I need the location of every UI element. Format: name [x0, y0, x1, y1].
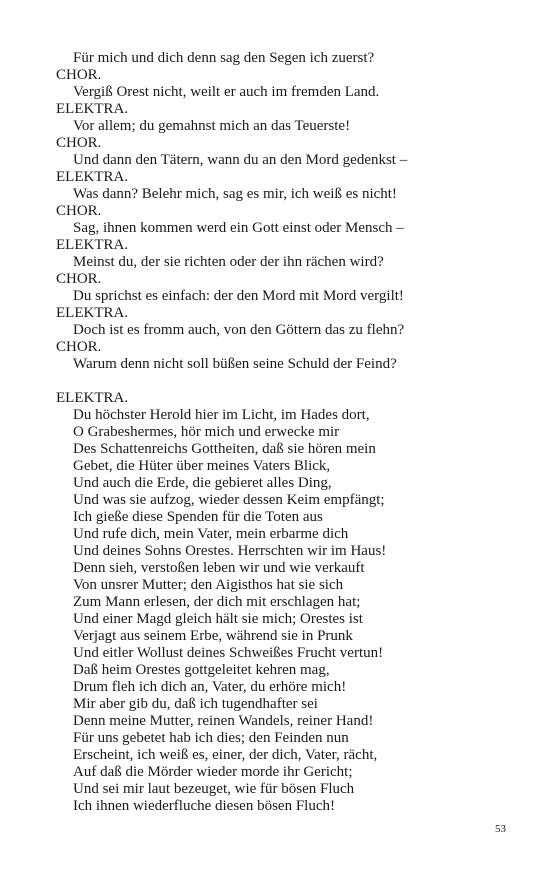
- speaker-name: ELEKTRA.: [56, 390, 129, 406]
- verse-line: Und was sie aufzog, wieder dessen Keim empfängt;: [73, 492, 385, 508]
- monologue-lines: [56, 407, 516, 815]
- verse-line: O Grabeshermes, hör mich und erwecke mir: [73, 424, 340, 440]
- monologue-block: [56, 390, 516, 815]
- verse-line: Des Schattenreichs Gottheiten, daß sie hören mein: [73, 441, 376, 457]
- verse-line: Gebet, die Hüter über meines Vaters Blick,: [73, 458, 331, 474]
- verse-line: Auf daß die Mörder wieder morde ihr Gericht;: [73, 764, 353, 780]
- verse-line: Denn meine Mutter, reinen Wandels, reiner Hand!: [73, 713, 374, 729]
- verse-line: Erscheint, ich weiß es, einer, der dich, Vater, rächt,: [73, 747, 378, 763]
- verse-line: Mir aber gib du, daß ich tugendhafter sei: [73, 696, 318, 712]
- verse-line: Du höchster Herold hier im Licht, im Hades dort,: [73, 407, 370, 423]
- page-text: [56, 50, 516, 815]
- verse-line: Denn sieh, verstoßen leben wir und wie verkauft: [73, 560, 365, 576]
- speaker-name: CHOR.: [56, 135, 102, 151]
- verse-line: Und dann den Tätern, wann du an den Mord gedenkst –: [73, 152, 408, 168]
- verse-line: Vergiß Orest nicht, weilt er auch im fremden Land.: [73, 84, 380, 100]
- verse-line: Zum Mann erlesen, der dich mit erschlagen hat;: [73, 594, 361, 610]
- verse-line: Und einer Magd gleich hält sie mich; Orestes ist: [73, 611, 363, 627]
- verse-line: Daß heim Orestes gottgeleitet kehren mag,: [73, 662, 330, 678]
- verse-line: Meinst du, der sie richten oder der ihn rächen wird?: [73, 254, 384, 270]
- speaker-name: CHOR.: [56, 271, 102, 287]
- verse-line: Für uns gebetet hab ich dies; den Feinden nun: [73, 730, 349, 746]
- page-number: 53: [495, 823, 506, 835]
- speaker-name: CHOR.: [56, 203, 102, 219]
- speaker-name: ELEKTRA.: [56, 305, 129, 321]
- verse-line: Ich ihnen wiederfluche diesen bösen Fluch!: [73, 798, 335, 814]
- verse-line: Ich gieße diese Spenden für die Toten aus: [73, 509, 323, 525]
- speaker-name: ELEKTRA.: [56, 101, 129, 117]
- dialogue-block: [56, 50, 516, 373]
- verse-line: Von unsrer Mutter; den Aigisthos hat sie sich: [73, 577, 344, 593]
- verse-line: Drum fleh ich dich an, Vater, du erhöre mich!: [73, 679, 347, 695]
- verse-line: Und rufe dich, mein Vater, mein erbarme dich: [73, 526, 349, 542]
- verse-line: Doch ist es fromm auch, von den Göttern das zu flehn?: [73, 322, 405, 338]
- speaker-name: CHOR.: [56, 67, 102, 83]
- verse-line: Für mich und dich denn sag den Segen ich zuerst?: [73, 50, 375, 66]
- verse-line: Was dann? Belehr mich, sag es mir, ich weiß es nicht!: [73, 186, 397, 202]
- verse-line: Und auch die Erde, die gebieret alles Ding,: [73, 475, 332, 491]
- verse-line: Sag, ihnen kommen werd ein Gott einst oder Mensch –: [73, 220, 404, 236]
- verse-line: Und sei mir laut bezeuget, wie für bösen Fluch: [73, 781, 355, 797]
- verse-line: Und eitler Wollust deines Schweißes Frucht vertun!: [73, 645, 384, 661]
- verse-line: Du sprichst es einfach: der den Mord mit Mord vergilt!: [73, 288, 404, 304]
- verse-line: Vor allem; du gemahnst mich an das Teuerste!: [73, 118, 351, 134]
- verse-line: Warum denn nicht soll büßen seine Schuld der Feind?: [73, 356, 397, 372]
- verse-line: Und deines Sohns Orestes. Herrschten wir im Haus!: [73, 543, 387, 559]
- stanza-gap: [56, 373, 516, 390]
- speaker-name: CHOR.: [56, 339, 102, 355]
- verse-line: Verjagt aus seinem Erbe, während sie in Prunk: [73, 628, 353, 644]
- speaker-name: ELEKTRA.: [56, 237, 129, 253]
- speaker-name: ELEKTRA.: [56, 169, 129, 185]
